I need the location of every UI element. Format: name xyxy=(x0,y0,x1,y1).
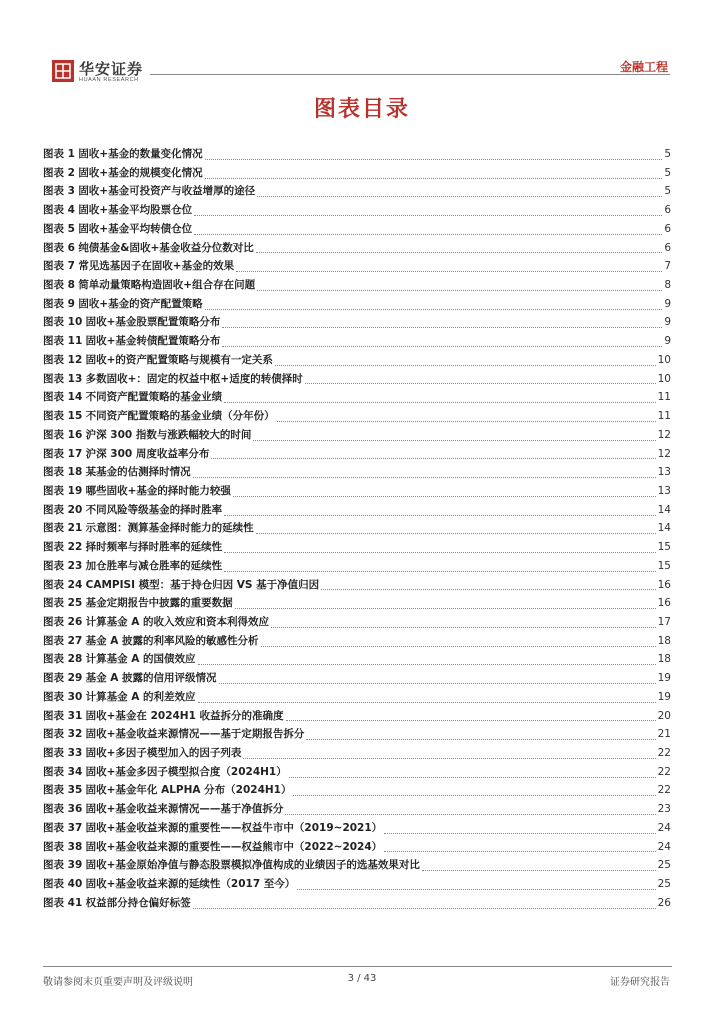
toc-entry-label: 图表 26 xyxy=(43,615,83,628)
toc-entry-label: 图表 20 xyxy=(43,503,83,516)
toc-entry-label: 图表 29 xyxy=(43,672,83,685)
logo-english-name: HUAAN RESEARCH xyxy=(79,77,139,83)
toc-entry-label: 图表 34 xyxy=(43,765,83,778)
toc-dot-leader xyxy=(219,683,656,684)
toc-entry[interactable] xyxy=(43,557,671,576)
toc-dot-leader xyxy=(256,252,663,253)
toc-entry-label: 图表 17 xyxy=(43,447,83,460)
toc-entry-label: 图表 33 xyxy=(43,747,83,759)
toc-entry-page-number: 7 xyxy=(664,260,671,273)
toc-entry-title: 简单动量策略构造固收+组合存在问题 xyxy=(78,279,256,292)
toc-entry[interactable] xyxy=(43,763,671,782)
toc-entry-title: 固收+基金年化 ALPHA 分布（2024H1） xyxy=(85,784,292,797)
toc-entry[interactable] xyxy=(43,239,671,258)
toc-entry-title: 固收+基金的规模变化情况 xyxy=(78,166,203,179)
toc-entry-label: 图表 13 xyxy=(43,372,83,385)
toc-dot-leader xyxy=(222,346,662,347)
toc-entry-label: 图表 31 xyxy=(43,709,83,722)
toc-entry-label: 图表 41 xyxy=(43,896,83,909)
toc-entry-page-number: 14 xyxy=(657,503,671,516)
toc-entry[interactable] xyxy=(43,875,671,894)
toc-entry-title: 纯债基金&固收+基金收益分位数对比 xyxy=(78,241,254,254)
toc-entry-page-number: 10 xyxy=(657,353,671,366)
footer-divider xyxy=(43,966,672,967)
figure-table-of-contents xyxy=(43,145,671,912)
toc-entry-page-number: 11 xyxy=(657,410,671,423)
toc-entry[interactable] xyxy=(43,538,671,557)
toc-dot-leader xyxy=(261,646,656,647)
document-type: 证券研究报告 xyxy=(610,977,670,988)
toc-entry[interactable] xyxy=(43,351,671,370)
toc-entry[interactable] xyxy=(43,295,671,314)
toc-dot-leader xyxy=(422,870,656,871)
toc-entry[interactable] xyxy=(43,650,671,669)
toc-entry-label: 图表 5 xyxy=(43,222,75,235)
toc-dot-leader xyxy=(194,215,662,216)
toc-entry-title: 固收+基金原始净值与静态股票模拟净值构成的业绩因子的选基效果对比 xyxy=(85,859,420,872)
toc-entry-label: 图表 22 xyxy=(43,541,83,554)
toc-entry-label: 图表 18 xyxy=(43,466,83,479)
toc-entry-title: 哪些固收+基金的择时能力较强 xyxy=(85,484,231,497)
company-logo-icon xyxy=(52,60,74,82)
toc-entry-title: 固收+基金平均转债仓位 xyxy=(78,222,193,235)
toc-entry-title: 基金 A 披露的信用评级情况 xyxy=(85,672,217,685)
toc-entry-title: 固收+多因子模型加入的因子列表 xyxy=(85,747,242,759)
toc-entry-label: 图表 2 xyxy=(43,166,75,179)
header-divider xyxy=(150,74,670,75)
toc-entry-label: 图表 36 xyxy=(43,803,83,816)
toc-entry[interactable] xyxy=(43,519,671,538)
toc-entry-page-number: 10 xyxy=(657,372,671,385)
toc-entry-label: 图表 1 xyxy=(43,148,75,160)
toc-entry-page-number: 6 xyxy=(664,222,671,235)
toc-entry[interactable] xyxy=(43,856,671,875)
toc-entry-label: 图表 25 xyxy=(43,597,83,610)
toc-dot-leader xyxy=(257,196,662,197)
toc-entry-page-number: 9 xyxy=(664,335,671,348)
toc-entry-title: 固收+基金可投资产与收益增厚的途径 xyxy=(78,185,256,198)
toc-dot-leader xyxy=(289,777,656,778)
toc-entry-label: 图表 23 xyxy=(43,559,83,572)
section-tag: 金融工程 xyxy=(619,60,668,74)
toc-dot-leader xyxy=(193,908,656,909)
toc-entry-label: 图表 35 xyxy=(43,784,83,797)
toc-entry-label: 图表 40 xyxy=(43,878,83,891)
toc-dot-leader xyxy=(253,440,655,441)
toc-entry-title: 沪深 300 指数与涨跌幅较大的时间 xyxy=(85,428,252,441)
toc-entry-label: 图表 12 xyxy=(43,353,83,366)
toc-dot-leader xyxy=(306,739,655,740)
toc-entry-page-number: 6 xyxy=(664,241,671,254)
toc-entry[interactable] xyxy=(43,744,671,763)
toc-entry-title: 固收+基金的资产配置策略 xyxy=(78,297,203,310)
toc-entry-title: 固收+基金收益来源的延续性（2017 至今） xyxy=(85,878,296,891)
toc-entry-page-number: 25 xyxy=(657,878,671,891)
toc-entry-label: 图表 8 xyxy=(43,279,75,292)
toc-entry-label: 图表 10 xyxy=(43,316,83,329)
toc-entry-label: 图表 39 xyxy=(43,859,83,872)
toc-entry[interactable] xyxy=(43,482,671,501)
toc-entry-page-number: 6 xyxy=(664,204,671,217)
toc-entry[interactable] xyxy=(43,707,671,726)
toc-entry-label: 图表 24 xyxy=(43,578,83,591)
toc-entry-page-number: 15 xyxy=(657,559,671,572)
toc-entry-title: 固收+基金平均股票仓位 xyxy=(78,204,193,217)
toc-entry-label: 图表 3 xyxy=(43,185,75,198)
toc-entry-title: 某基金的估测择时情况 xyxy=(85,466,191,479)
toc-dot-leader xyxy=(222,327,662,328)
toc-entry-page-number: 21 xyxy=(657,728,671,741)
toc-dot-leader xyxy=(224,402,656,403)
toc-entry-page-number: 19 xyxy=(657,672,671,685)
toc-entry-page-number: 26 xyxy=(657,896,671,909)
toc-dot-leader xyxy=(243,758,655,759)
toc-entry-title: 基金 A 披露的利率风险的敏感性分析 xyxy=(85,634,259,647)
toc-entry-title: 固收+基金收益来源的重要性——权益牛市中（2019~2021） xyxy=(85,821,383,834)
toc-dot-leader xyxy=(198,702,656,703)
toc-entry[interactable] xyxy=(43,819,671,838)
toc-entry[interactable] xyxy=(43,388,671,407)
toc-entry-title: 加仓胜率与减仓胜率的延续性 xyxy=(85,559,223,572)
toc-entry-page-number: 5 xyxy=(664,148,671,160)
toc-entry-label: 图表 19 xyxy=(43,484,83,497)
toc-dot-leader xyxy=(271,627,656,628)
toc-dot-leader xyxy=(384,851,655,852)
toc-entry-title: 不同资产配置策略的基金业绩（分年份） xyxy=(85,410,275,423)
toc-dot-leader xyxy=(275,365,656,366)
toc-entry-page-number: 17 xyxy=(657,615,671,628)
toc-entry-title: 固收+基金转债配置策略分布 xyxy=(85,335,221,348)
toc-dot-leader xyxy=(224,515,656,516)
toc-entry-title: 固收+基金在 2024H1 收益拆分的准确度 xyxy=(85,709,284,722)
toc-entry[interactable] xyxy=(43,182,671,201)
toc-dot-leader xyxy=(198,664,656,665)
toc-dot-leader xyxy=(224,552,656,553)
toc-entry[interactable] xyxy=(43,781,671,800)
toc-entry-label: 图表 37 xyxy=(43,821,83,834)
toc-entry[interactable] xyxy=(43,463,671,482)
toc-dot-leader xyxy=(384,833,655,834)
toc-entry-title: 不同资产配置策略的基金业绩 xyxy=(85,391,223,404)
toc-entry[interactable] xyxy=(43,576,671,595)
toc-entry[interactable] xyxy=(43,594,671,613)
toc-dot-leader xyxy=(205,159,663,160)
toc-entry-page-number: 13 xyxy=(657,466,671,479)
toc-entry-label: 图表 7 xyxy=(43,260,75,273)
toc-entry-page-number: 8 xyxy=(664,279,671,292)
toc-entry[interactable] xyxy=(43,669,671,688)
toc-entry[interactable] xyxy=(43,220,671,239)
toc-entry-page-number: 18 xyxy=(657,634,671,647)
toc-entry[interactable] xyxy=(43,501,671,520)
toc-dot-leader xyxy=(321,589,655,590)
toc-entry[interactable] xyxy=(43,838,671,857)
toc-entry-page-number: 22 xyxy=(657,784,671,797)
toc-entry-page-number: 19 xyxy=(657,690,671,703)
toc-entry-title: 权益部分持仓偏好标签 xyxy=(85,896,191,909)
toc-dot-leader xyxy=(297,889,655,890)
toc-entry-title: 基金定期报告中披露的重要数据 xyxy=(85,597,233,610)
toc-entry-title: CAMPISI 模型：基于持仓归因 VS 基于净值归因 xyxy=(85,578,320,591)
toc-entry[interactable] xyxy=(43,257,671,276)
toc-entry[interactable] xyxy=(43,800,671,819)
toc-entry[interactable] xyxy=(43,332,671,351)
toc-entry[interactable] xyxy=(43,445,671,464)
toc-entry[interactable] xyxy=(43,632,671,651)
toc-dot-leader xyxy=(236,271,662,272)
toc-entry[interactable] xyxy=(43,407,671,426)
toc-entry-title: 计算基金 A 的国债效应 xyxy=(85,653,196,666)
toc-entry-label: 图表 38 xyxy=(43,840,83,853)
toc-entry-label: 图表 11 xyxy=(43,335,83,348)
toc-dot-leader xyxy=(193,477,656,478)
toc-entry-title: 固收+基金收益来源情况——基于定期报告拆分 xyxy=(85,728,305,741)
toc-entry-title: 计算基金 A 的利差效应 xyxy=(85,690,196,703)
toc-dot-leader xyxy=(305,383,656,384)
toc-entry-label: 图表 15 xyxy=(43,410,83,423)
toc-entry-label: 图表 28 xyxy=(43,653,83,666)
toc-entry-title: 计算基金 A 的收入效应和资本利得效应 xyxy=(85,615,270,628)
toc-dot-leader xyxy=(205,309,663,310)
toc-dot-leader xyxy=(233,496,656,497)
toc-entry-page-number: 23 xyxy=(657,803,671,816)
toc-entry[interactable] xyxy=(43,725,671,744)
toc-entry-title: 常见选基因子在固收+基金的效果 xyxy=(78,260,235,273)
toc-entry-title: 固收+基金多因子模型拟合度（2024H1） xyxy=(85,765,287,778)
page-indicator: 3 / 43 xyxy=(347,973,377,984)
footer-disclaimer: 敬请参阅末页重要声明及评级说明 xyxy=(43,977,193,988)
toc-entry-label: 图表 6 xyxy=(43,241,75,254)
toc-entry-label: 图表 14 xyxy=(43,391,83,404)
toc-dot-leader xyxy=(211,458,655,459)
page-header xyxy=(0,0,724,90)
toc-entry[interactable] xyxy=(43,370,671,389)
toc-entry-title: 固收+基金收益来源的重要性——权益熊市中（2022~2024） xyxy=(85,840,383,853)
toc-entry-title: 多数固收+：固定的权益中枢+适度的转债择时 xyxy=(85,372,303,385)
toc-entry-label: 图表 9 xyxy=(43,297,75,310)
toc-entry-page-number: 22 xyxy=(657,747,671,759)
toc-dot-leader xyxy=(256,533,656,534)
toc-entry-page-number: 12 xyxy=(657,447,671,460)
toc-entry-page-number: 11 xyxy=(657,391,671,404)
toc-dot-leader xyxy=(194,234,662,235)
toc-entry-page-number: 5 xyxy=(664,166,671,179)
toc-entry-title: 固收+基金的数量变化情况 xyxy=(78,148,203,160)
toc-entry-page-number: 18 xyxy=(657,653,671,666)
toc-entry-page-number: 25 xyxy=(657,859,671,872)
toc-dot-leader xyxy=(235,608,656,609)
toc-entry-title: 示意图：测算基金择时能力的延续性 xyxy=(85,522,254,535)
toc-entry-page-number: 13 xyxy=(657,484,671,497)
toc-entry-label: 图表 16 xyxy=(43,428,83,441)
toc-entry-title: 固收+的资产配置策略与规模有一定关系 xyxy=(85,353,273,366)
toc-entry[interactable] xyxy=(43,894,671,913)
toc-entry-title: 沪深 300 周度收益率分布 xyxy=(85,447,210,460)
toc-entry[interactable] xyxy=(43,145,671,164)
toc-entry-page-number: 24 xyxy=(657,840,671,853)
toc-dot-leader xyxy=(293,795,655,796)
toc-dot-leader xyxy=(224,571,656,572)
toc-dot-leader xyxy=(286,720,656,721)
toc-entry[interactable] xyxy=(43,426,671,445)
toc-dot-leader xyxy=(257,290,662,291)
toc-entry-label: 图表 30 xyxy=(43,690,83,703)
toc-entry[interactable] xyxy=(43,613,671,632)
toc-entry-page-number: 20 xyxy=(657,709,671,722)
toc-entry-label: 图表 27 xyxy=(43,634,83,647)
logo-chinese-name: 华安证券 xyxy=(79,60,144,78)
toc-entry[interactable] xyxy=(43,164,671,183)
toc-entry-page-number: 16 xyxy=(657,578,671,591)
toc-entry[interactable] xyxy=(43,313,671,332)
toc-entry-label: 图表 32 xyxy=(43,728,83,741)
toc-entry-title: 固收+基金股票配置策略分布 xyxy=(85,316,221,329)
toc-entry-page-number: 22 xyxy=(657,765,671,778)
toc-entry-label: 图表 21 xyxy=(43,522,83,535)
toc-dot-leader xyxy=(285,814,655,815)
toc-entry-page-number: 12 xyxy=(657,428,671,441)
toc-dot-leader xyxy=(277,421,656,422)
toc-entry-page-number: 9 xyxy=(664,316,671,329)
toc-entry-title: 择时频率与择时胜率的延续性 xyxy=(85,541,223,554)
toc-entry[interactable] xyxy=(43,201,671,220)
toc-entry-page-number: 9 xyxy=(664,297,671,310)
toc-dot-leader xyxy=(205,178,663,179)
toc-entry[interactable] xyxy=(43,688,671,707)
toc-entry-title: 固收+基金收益来源情况——基于净值拆分 xyxy=(85,803,284,816)
toc-entry-page-number: 5 xyxy=(664,185,671,198)
toc-entry-page-number: 15 xyxy=(657,541,671,554)
toc-entry-title: 不同风险等级基金的择时胜率 xyxy=(85,503,223,516)
toc-entry-page-number: 14 xyxy=(657,522,671,535)
toc-entry-page-number: 24 xyxy=(657,821,671,834)
toc-entry[interactable] xyxy=(43,276,671,295)
page-title: 图表目录 xyxy=(313,97,410,122)
toc-entry-label: 图表 4 xyxy=(43,204,75,217)
toc-entry-page-number: 16 xyxy=(657,597,671,610)
